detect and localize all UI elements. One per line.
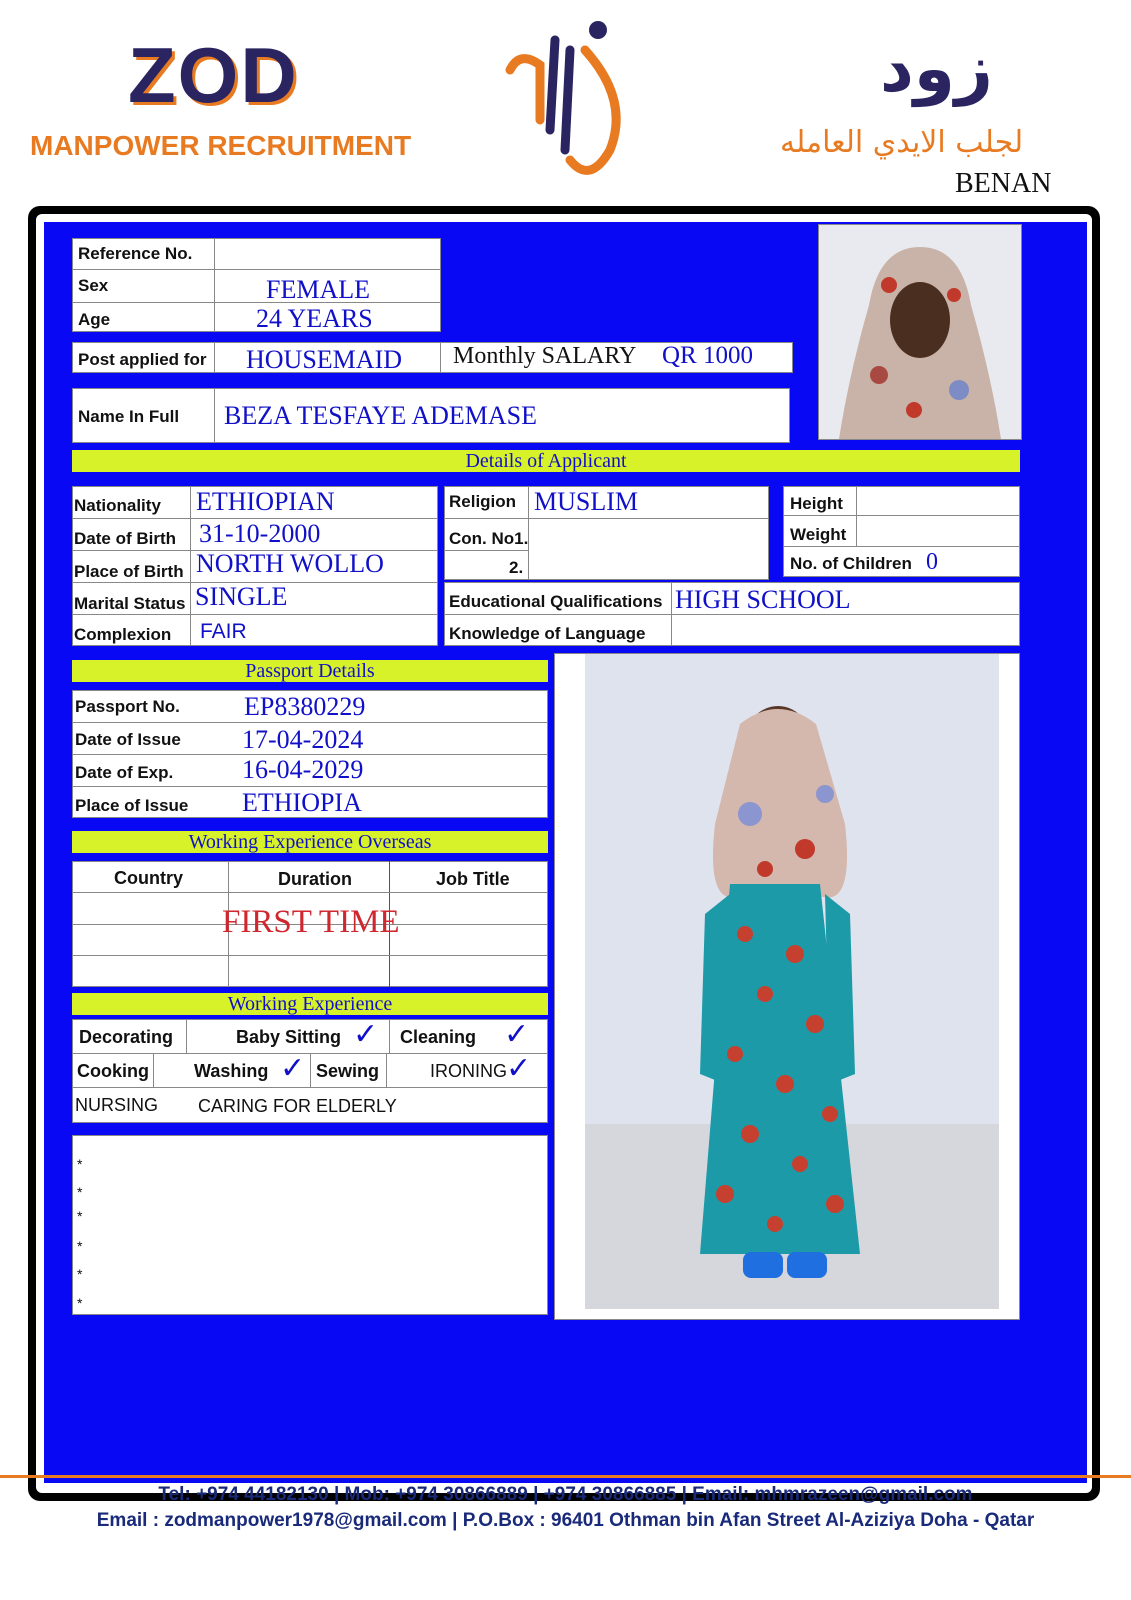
language-label: Knowledge of Language: [449, 624, 646, 643]
table-divider: [72, 892, 548, 893]
sex-label: Sex: [78, 276, 109, 295]
decorating-label: Decorating: [79, 1027, 174, 1047]
children-label: No. of Children: [790, 554, 912, 573]
remarks-box: [72, 1135, 548, 1315]
table-divider: [444, 550, 528, 551]
nationality-label: Nationality: [74, 496, 161, 515]
table-divider: [440, 342, 441, 373]
passport-title: Passport Details: [72, 660, 548, 682]
table-divider: [310, 1053, 311, 1087]
nationality-value: ETHIOPIAN: [196, 487, 335, 516]
brand-subtitle-arabic: لجلب الايدي العامله: [780, 125, 1024, 160]
pob-label: Place of Birth: [74, 562, 184, 581]
table-divider: [72, 269, 441, 270]
contact-2-label: 2.: [509, 558, 524, 577]
table-divider: [190, 486, 191, 646]
remark-bullet: *: [77, 1295, 83, 1311]
duration-header: Duration: [278, 869, 352, 889]
name-value: BEZA TESFAYE ADEMASE: [224, 401, 538, 430]
full-photo-icon: [555, 654, 1019, 1319]
washing-label: Washing: [194, 1061, 269, 1081]
marital-value: SINGLE: [195, 582, 288, 611]
cooking-label: Cooking: [77, 1061, 149, 1081]
remark-bullet: *: [77, 1238, 83, 1254]
table-divider: [153, 1053, 154, 1087]
experience-title: Working Experience: [72, 993, 548, 1015]
portrait-photo-icon: [819, 225, 1021, 439]
baby-sitting-label: Baby Sitting: [236, 1027, 342, 1047]
footer-contact-line: Tel: +974 44182130 | Mob: +974 30866889 | +974 30866885 | Email: mhmrazeen@gmail.com: [158, 1484, 973, 1505]
footer-address-line: Email : zodmanpower1978@gmail.com | P.O.Box : 96401 Othman bin Afan Street Al-Aziziya Doha - Qatar: [96, 1510, 1035, 1531]
post-value: HOUSEMAID: [246, 345, 402, 374]
issue-date-value: 17-04-2024: [242, 725, 364, 754]
table-divider: [783, 515, 1020, 516]
table-divider: [783, 546, 1020, 547]
religion-value: MUSLIM: [534, 487, 639, 516]
table-divider: [214, 388, 215, 443]
table-divider: [72, 302, 441, 303]
table-divider: [856, 486, 857, 546]
age-label: Age: [78, 310, 111, 329]
cleaning-label: Cleaning: [400, 1027, 477, 1047]
ironing-label: IRONING: [430, 1061, 508, 1081]
salary-label: Monthly SALARY: [453, 343, 637, 369]
issue-place-label: Place of Issue: [75, 796, 189, 815]
cleaning-check-icon: ✓: [504, 1017, 530, 1052]
sex-value: FEMALE: [266, 275, 370, 304]
name-label: Name In Full: [78, 407, 180, 426]
pob-value: NORTH WOLLO: [196, 549, 384, 578]
country-header: Country: [114, 868, 183, 888]
details-title: Details of Applicant: [72, 450, 1020, 472]
passport-no-label: Passport No.: [75, 697, 180, 716]
dob-value: 31-10-2000: [199, 519, 321, 548]
expiry-date-label: Date of Exp.: [75, 763, 174, 782]
nursing-label: NURSING: [75, 1095, 159, 1115]
table-divider: [214, 238, 215, 332]
table-divider: [72, 1087, 548, 1088]
weight-label: Weight: [790, 525, 847, 544]
brand-tag: BENAN: [955, 168, 1052, 199]
table-divider: [72, 955, 548, 956]
issue-place-value: ETHIOPIA: [242, 788, 362, 817]
table-divider: [72, 722, 548, 723]
table-divider: [72, 614, 438, 615]
brand-name-arabic: زود: [880, 30, 993, 107]
salary-value: QR 1000: [662, 342, 753, 369]
passport-no-value: EP8380229: [244, 692, 366, 721]
table-divider: [444, 518, 769, 519]
education-value: HIGH SCHOOL: [675, 585, 851, 614]
company-logo-icon: [500, 10, 640, 180]
table-divider: [186, 1019, 187, 1053]
overseas-title: Working Experience Overseas: [72, 831, 548, 853]
applicant-portrait: [818, 224, 1022, 440]
first-time-note: FIRST TIME: [222, 904, 400, 940]
complexion-value: FAIR: [200, 620, 247, 643]
remark-bullet: *: [77, 1208, 83, 1224]
footer-divider: [0, 1475, 1131, 1478]
reference-label: Reference No.: [78, 244, 193, 263]
elderly-care-label: CARING FOR ELDERLY: [198, 1096, 397, 1116]
baby-sitting-check-icon: ✓: [353, 1017, 379, 1052]
brand-subtitle: MANPOWER RECRUITMENT: [30, 130, 412, 161]
contact-1-label: Con. No1.: [449, 529, 529, 548]
table-divider: [214, 342, 215, 373]
children-value: 0: [926, 549, 938, 575]
dob-label: Date of Birth: [74, 529, 176, 548]
job-title-header: Job Title: [436, 869, 510, 889]
applicant-full-photo: [554, 653, 1020, 1320]
remark-bullet: *: [77, 1184, 83, 1200]
sewing-label: Sewing: [316, 1061, 380, 1081]
height-label: Height: [790, 494, 843, 513]
age-value: 24 YEARS: [256, 304, 373, 333]
issue-date-label: Date of Issue: [75, 730, 181, 749]
remark-bullet: *: [77, 1156, 83, 1172]
ironing-check-icon: ✓: [506, 1051, 532, 1086]
brand-name: ZOD: [128, 31, 299, 119]
table-divider: [72, 786, 548, 787]
religion-label: Religion: [449, 492, 517, 511]
expiry-date-value: 16-04-2029: [242, 755, 364, 784]
table-divider: [386, 1053, 387, 1087]
post-label: Post applied for: [78, 350, 207, 369]
washing-check-icon: ✓: [280, 1051, 306, 1086]
marital-label: Marital Status: [74, 594, 186, 613]
table-divider: [389, 1019, 390, 1053]
complexion-label: Complexion: [74, 625, 172, 644]
education-label: Educational Qualifications: [449, 592, 663, 611]
remark-bullet: *: [77, 1266, 83, 1282]
